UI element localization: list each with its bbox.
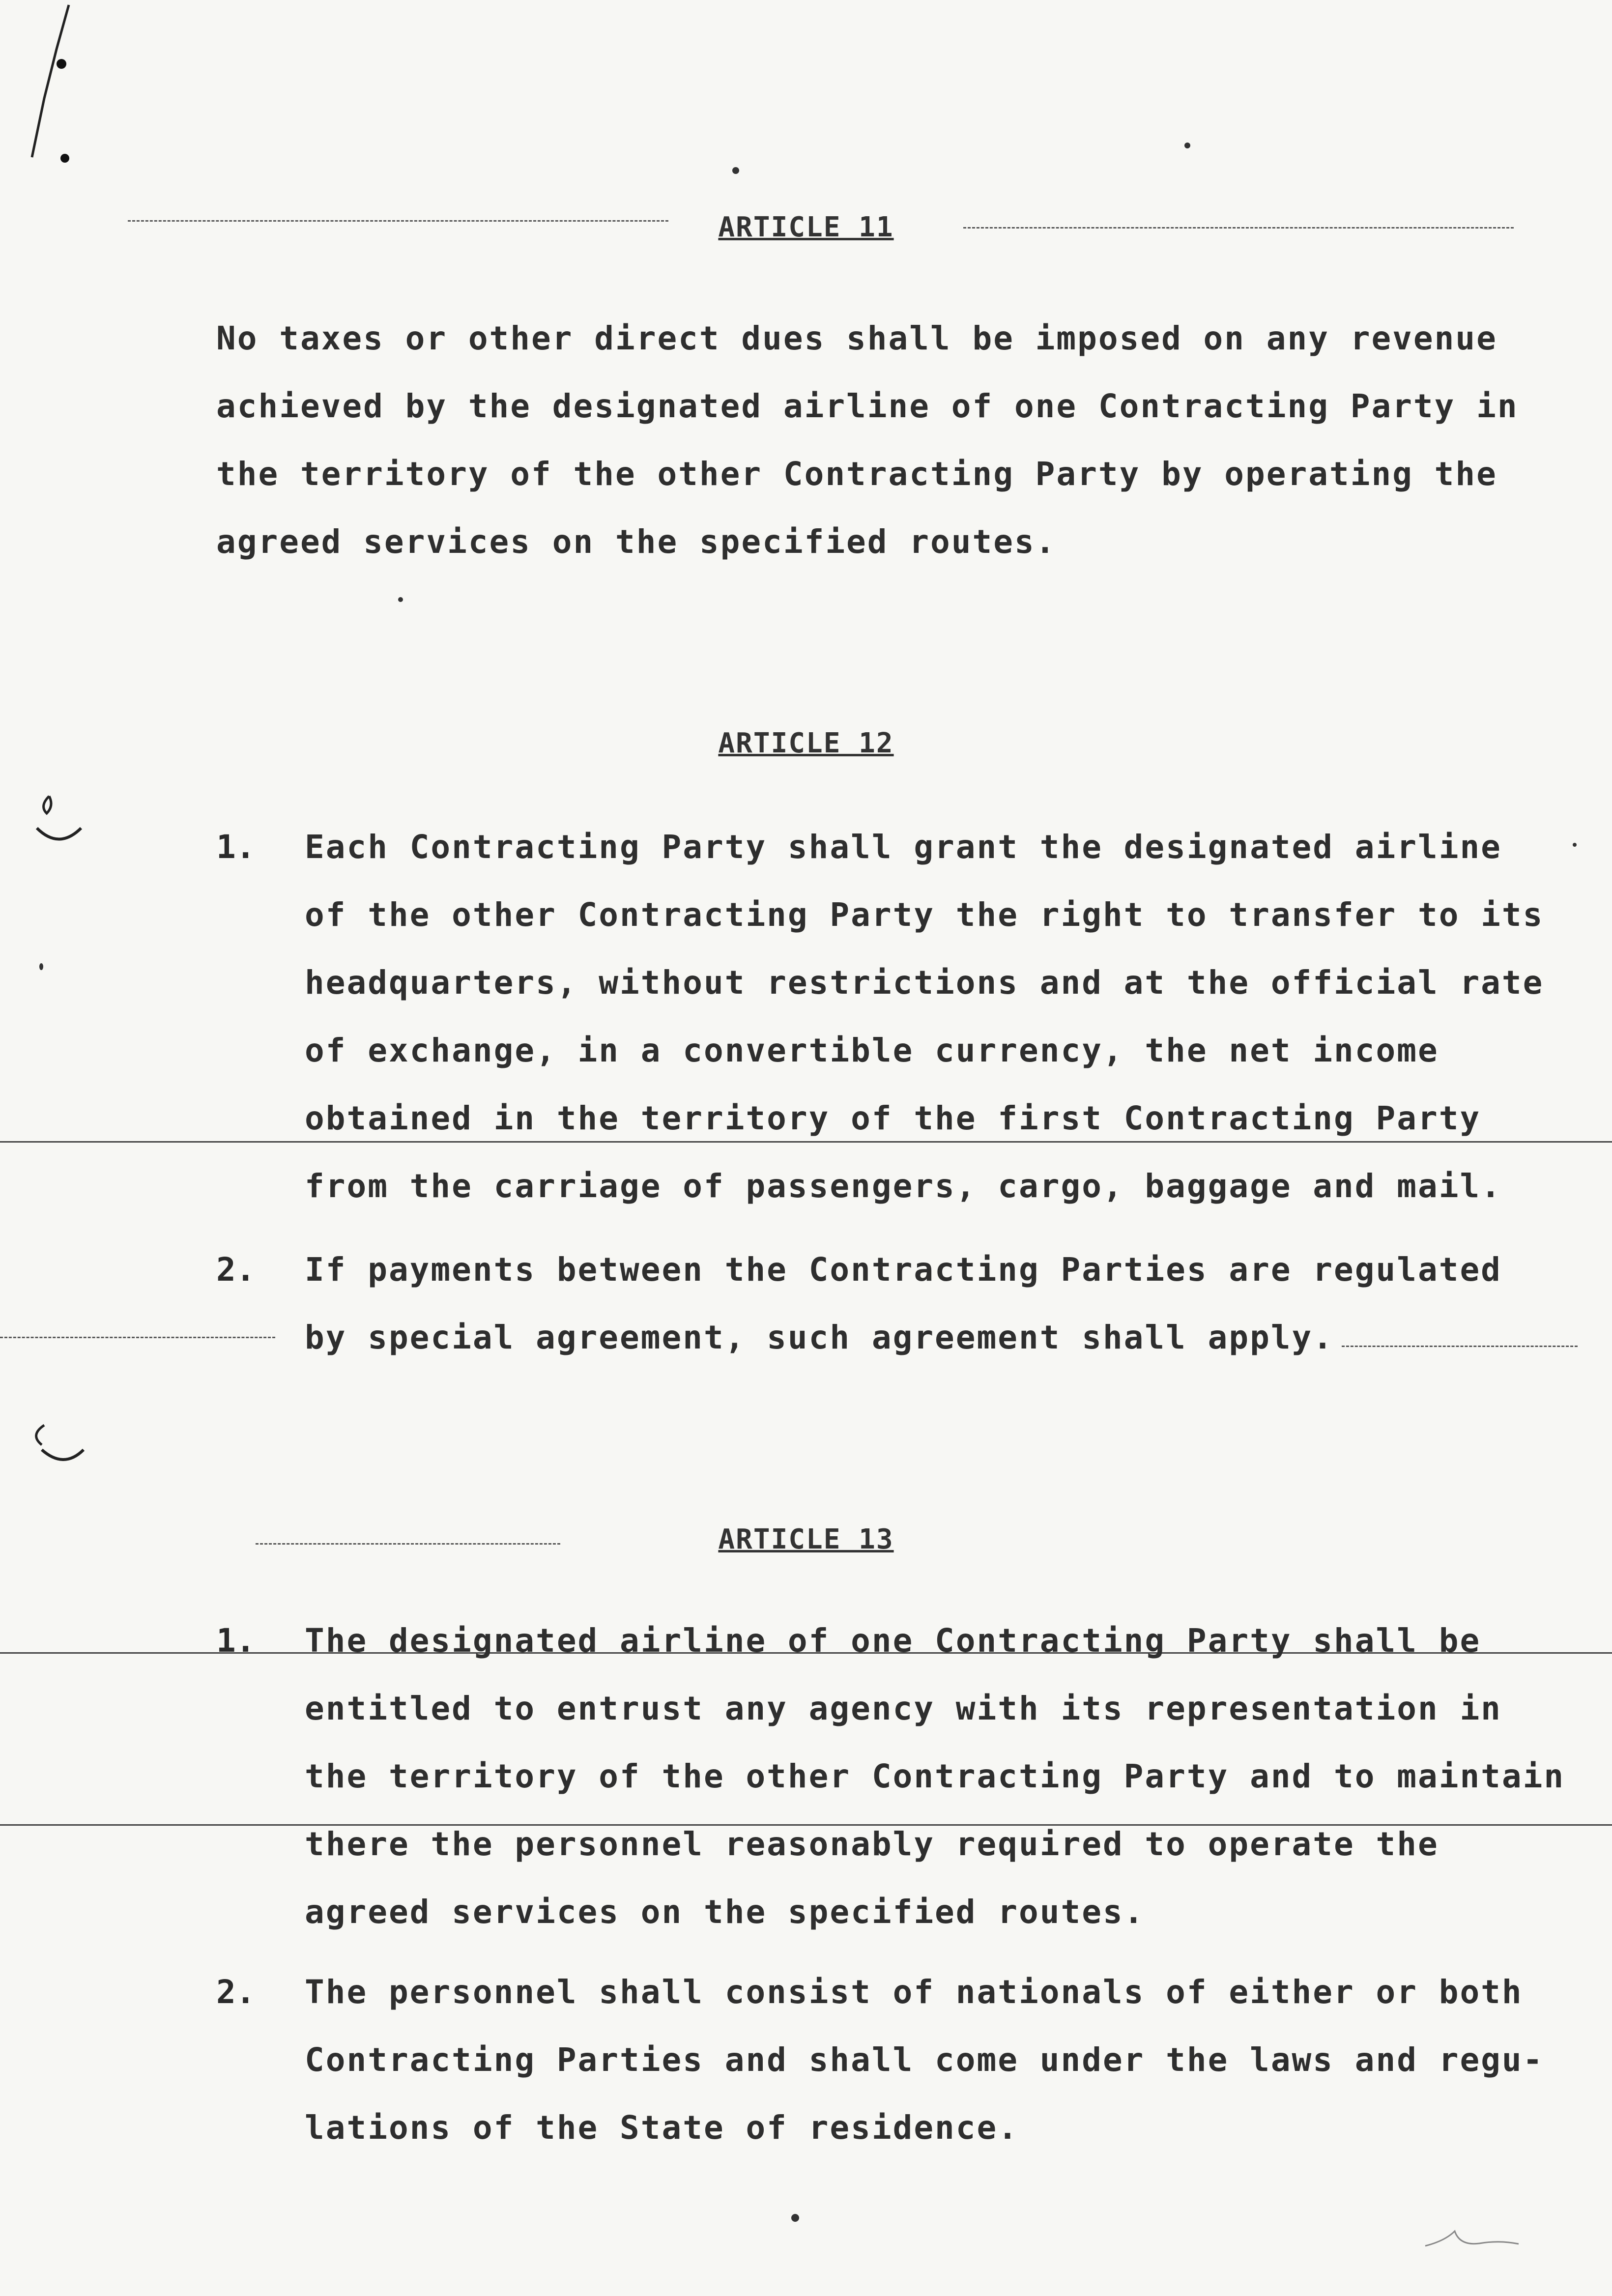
margin-check-mark: [20, 1415, 88, 1474]
heading-dash-rule: [128, 220, 668, 222]
speck: [791, 2214, 799, 2222]
text-line: Contracting Parties and shall come under the laws and regu-: [305, 2041, 1544, 2079]
item-text: [305, 1236, 1543, 1372]
article-13-heading: ARTICLE 13: [718, 1523, 894, 1555]
speck: [732, 167, 739, 174]
text-line: from the carriage of passengers, cargo, baggage and mail.: [305, 1167, 1502, 1205]
speck: [1573, 843, 1577, 847]
text-line: the territory of the other Contracting Party and to maintain: [305, 1757, 1565, 1795]
speck: [39, 963, 43, 970]
heading-dash-rule: [256, 1543, 560, 1545]
text-line: there the personnel reasonably required to operate the: [305, 1825, 1439, 1863]
speck: [1184, 143, 1190, 148]
text-line: agreed services on the specified routes.: [216, 523, 1057, 561]
text-line: headquarters, without restrictions and at the official rate: [305, 964, 1544, 1002]
scan-line-artifact: [0, 1141, 1612, 1143]
text-line: the territory of the other Contracting Party by operating the: [216, 455, 1497, 493]
text-line: agreed services on the specified routes.: [305, 1893, 1145, 1931]
item-text: [305, 1958, 1543, 2162]
heading-dash-rule: [963, 227, 1514, 229]
item-number: 1.: [216, 828, 256, 866]
text-line: No taxes or other direct dues shall be imposed on any revenue: [216, 319, 1497, 357]
scan-line-artifact: [0, 1824, 1612, 1826]
scan-line-artifact: [1342, 1346, 1578, 1347]
item-number: 2.: [216, 1251, 256, 1289]
text-line: of the other Contracting Party the right to transfer to its: [305, 896, 1544, 934]
item-number: 2.: [216, 1973, 256, 2011]
text-line: The personnel shall consist of nationals of either or both: [305, 1973, 1523, 2011]
initials-mark: [1415, 2211, 1533, 2261]
item-text: [305, 813, 1543, 1220]
text-line: Each Contracting Party shall grant the designated airline: [305, 828, 1502, 866]
text-line: achieved by the designated airline of one Contracting Party in: [216, 387, 1519, 425]
text-line: If payments between the Contracting Parties are regulated: [305, 1251, 1502, 1289]
text-line: lations of the State of residence.: [305, 2109, 1019, 2147]
margin-check-mark: [29, 786, 88, 850]
margin-pen-stroke: [10, 0, 79, 177]
scan-line-artifact: [0, 1337, 275, 1338]
text-line: of exchange, in a convertible currency, the net income: [305, 1032, 1439, 1069]
speck: [398, 597, 403, 602]
text-line: obtained in the territory of the first Contracting Party: [305, 1099, 1481, 1137]
article-11-paragraph: [216, 305, 1543, 576]
text-line: entitled to entrust any agency with its representation in: [305, 1690, 1502, 1727]
article-11-heading: ARTICLE 11: [718, 211, 894, 243]
text-line: by special agreement, such agreement shall apply.: [305, 1319, 1334, 1356]
text-line: The designated airline of one Contracting Party shall be: [305, 1622, 1481, 1660]
item-number: 1.: [216, 1622, 256, 1660]
article-12-heading: ARTICLE 12: [718, 727, 894, 759]
item-text: [305, 1607, 1565, 1946]
